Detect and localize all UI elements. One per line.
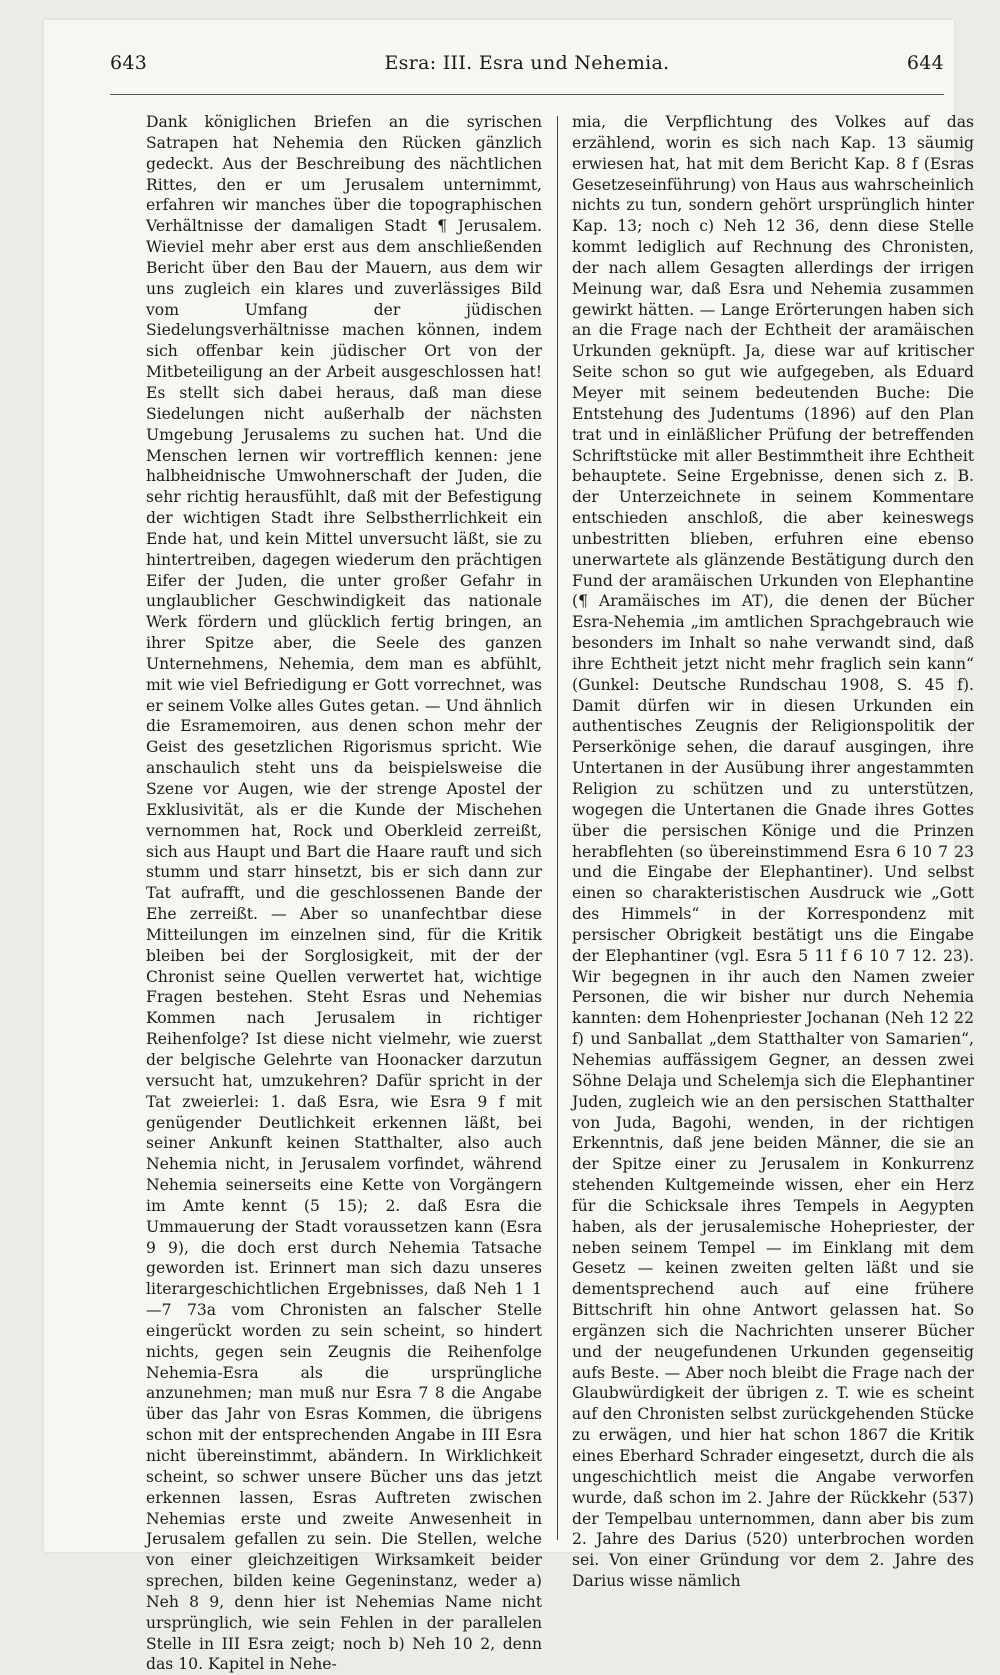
column-left-text: Dank königlichen Briefen an die syrischen Satrapen hat Nehemia den Rücken gänzlich gedeckt. Aus der Beschreibung des nächtlichen Rittes, den er um Jerusalem unternimmt, erfahren wir manches über die topographischen Verhältnisse der damaligen Stadt ¶ Jerusalem. Wieviel mehr aber erst aus dem anschließenden Bericht über den Bau der Mauern, aus dem wir uns zugleich ein klares und zuverlässiges Bild vom Umfang der jüdischen Siedelungsverhältnisse machen können, indem sich offenbar kein jüdischer Ort von der Mitbeteiligung an der Arbeit ausgeschlossen hat! Es stellt sich dabei heraus, daß man diese Siedelungen nicht außerhalb der nächsten Umgebung Jerusalems zu suchen hat. Und die Menschen lernen wir vortrefflich kennen: jene halbheidnische Umwohnerschaft der Juden, die sehr richtig herausfühlt, daß mit der Befestigung der wichtigen Stadt ihre Selbstherrlichkeit ein Ende hat, und kein Mittel unversucht läßt, sie zu hintertreiben, dagegen wiederum den prächtigen Eifer der Juden, die unter großer Gefahr in unglaublicher Geschwindigkeit das nationale Werk fördern und glücklich fertig bringen, an ihrer Spitze aber, die Seele des ganzen Unternehmens, Nehemia, dem man es abfühlt, mit wie viel Befriedigung er Gott vorrechnet, was er seinem Volke alles Gutes getan. — Und ähnlich die Esramemoiren, aus denen schon mehr der Geist des gesetzlichen Rigorismus spricht. Wie anschaulich steht uns da beispielsweise die Szene vor Augen, wie der strenge Apostel der Exklusivität, als er die Kunde der Mischehen vernommen hat, Rock und Oberkleid zerreißt, sich aus Haupt und Bart die Haare rauft und sich stumm und starr hinsetzt, bis er sich dann zur Tat aufrafft, und die geschlossenen Bande der Ehe zerreißt. — Aber so unanfechtbar diese Mitteilungen im einzelnen sind, für die Kritik bleiben bei der Sorglosigkeit, mit der der Chronist seine Quellen verwertet hat, wichtige Fragen bestehen. Steht Esras und Nehemias Kommen nach Jerusalem in richtiger Reihenfolge? Ist diese nicht vielmehr, wie zuerst der belgische Gelehrte van Hoonacker darzutun versucht hat, umzukehren? Dafür spricht in der Tat zweierlei: 1. daß Esra, wie Esra 9 f mit genügender Deutlichkeit erkennen läßt, bei seiner Ankunft keinen Statthalter, also auch Nehemia nicht, in Jerusalem vorfindet, während Nehemia seinerseits eine Kette von Vorgängern im Amte kennt (5 15); 2. daß Esra die Ummauerung der Stadt voraussetzen kann (Esra 9 9), die doch erst durch Nehemia Tatsache geworden ist. Erinnert man sich dazu unseres literargeschichtlichen Ergebnisses, daß Neh 1 1—7 73a vom Chronisten an falscher Stelle eingerückt worden zu sein scheint, so hindert nichts, gegen sein Zeugnis die Reihenfolge Nehemia-Esra als die ursprüngliche anzunehmen; man muß nur Esra 7 8 die Angabe über das Jahr von Esras Kommen, die übrigens schon mit der entsprechenden Angabe in III Esra nicht übereinstimmt, abändern. In Wirklichkeit scheint, so schwer unsere Bücher uns das jetzt erkennen lassen, Esras Auftreten zwischen Nehemias erste und zweite Anwesenheit in Jerusalem gefallen zu sein. Die Stellen, welche von einer gleichzeitigen Wirksamkeit beider sprechen, bilden keine Gegeninstanz, weder a) Neh 8 9, denn hier ist Nehemias Name nicht ursprünglich, wie sein Fehlen in der parallelen Stelle in III Esra zeigt; noch b) Neh 10 2, denn das 10. Kapitel in Nehe- bbox=[146, 113, 542, 1674]
running-title: Esra: III. Esra und Nehemia. bbox=[384, 52, 670, 74]
column-right-text: mia, die Verpflichtung des Volkes auf das erzählend, worin es sich nach Kap. 13 säumig erwiesen hat, hat mit dem Bericht Kap. 8 f (Esras Gesetzeseinführung) von Haus aus wahrscheinlich nichts zu tun, sondern gehört ursprünglich hinter Kap. 13; noch c) Neh 12 36, denn diese Stelle kommt lediglich auf Rechnung des Chronisten, der nach allem Gesagten allerdings der irrigen Meinung war, daß Esra und Nehemia zusammen gewirkt hätten. — Lange Erörterungen haben sich an die Frage nach der Echtheit der aramäischen Urkunden geknüpft. Ja, diese war auf kritischer Seite schon so gut wie aufgegeben, als Eduard Meyer mit seinem bedeutenden Buche: Die Entstehung des Judentums (1896) auf den Plan trat und in einläßlicher Prüfung der betreffenden Schriftstücke mit aller Bestimmtheit ihre Echtheit behauptete. Seine Ergebnisse, denen sich z. B. der Unterzeichnete in seinem Kommentare entschieden anschloß, die aber keineswegs unbestritten blieben, erfuhren eine ebenso unerwartete als glänzende Bestätigung durch den Fund der aramäischen Urkunden von Elephantine (¶ Aramäisches im AT), die denen der Bücher Esra-Nehemia „im amtlichen Sprachgebrauch wie besonders im Inhalt so nahe verwandt sind, daß ihre Echtheit jetzt nicht mehr fraglich sein kann“ (Gunkel: Deutsche Rundschau 1908, S. 45 f). Damit dürfen wir in diesen Urkunden ein authentisches Zeugnis der Religionspolitik der Perserkönige sehen, die darauf ausgingen, ihre Untertanen in der Ausübung ihrer angestammten Religion zu schützen und zu unterstützen, wogegen die Untertanen die Gnade ihres Gottes über die persischen Könige und die Prinzen herabflehten (so übereinstimmend Esra 6 10 7 23 und die Eingabe der Elephantiner). Und selbst einen so charakteristischen Ausdruck wie „Gott des Himmels“ in der Korrespondenz mit persischer Obrigkeit bestätigt uns die Eingabe der Elephantiner (vgl. Esra 5 11 f 6 10 7 12. 23). Wir begegnen in ihr auch den Namen zweier Personen, die wir bisher nur durch Nehemia kannten: dem Hohenpriester Jochanan (Neh 12 22 f) und Sanballat „dem Statthalter von Samarien“, Nehemias auffässigem Gegner, an dessen zwei Söhne Delaja und Schelemja sich die Elephantiner Juden, zugleich wie an den persischen Statthalter von Juda, Bagohi, wenden, in der richtigen Erkenntnis, daß jene beiden Männer, die sie an der Spitze einer zu Jerusalem in Konkurrenz stehenden Kultgemeinde wissen, eher ein Herz für die Schicksale ihres Tempels in Aegypten haben, als der jerusalemische Hohepriester, der neben seinem Tempel — im Einklang mit dem Gesetz — keinen zweiten gelten läßt und sie dementsprechend auch auf eine frühere Bittschrift hin ohne Antwort gelassen hat. So ergänzen sich die Nachrichten unserer Bücher und der neugefundenen Urkunden gegenseitig aufs Beste. — Aber noch bleibt die Frage nach der Glaubwürdigkeit der übrigen z. T. wie es scheint auf den Chronisten selbst zurückgehenden Stücke zu erwägen, und hier hat schon 1867 die Kritik eines Eberhard Schrader eingesetzt, durch die als ungeschichtlich meist die Angabe verworfen wurde, daß schon im 2. Jahre der Rückkehr (537) der Tempelbau unternommen, dann aber bis zum 2. Jahre des Darius (520) unterbrochen worden sei. Von einer Gründung vor dem 2. Jahre des Darius wisse nämlich bbox=[572, 113, 974, 1591]
page-number-right: 644 bbox=[906, 52, 944, 74]
running-header bbox=[110, 52, 944, 86]
book-page bbox=[44, 20, 974, 1674]
header-rule bbox=[110, 94, 944, 95]
column-left bbox=[146, 112, 542, 1674]
column-divider bbox=[557, 116, 558, 1540]
column-right bbox=[572, 112, 974, 1591]
page-number-left: 643 bbox=[110, 52, 148, 74]
